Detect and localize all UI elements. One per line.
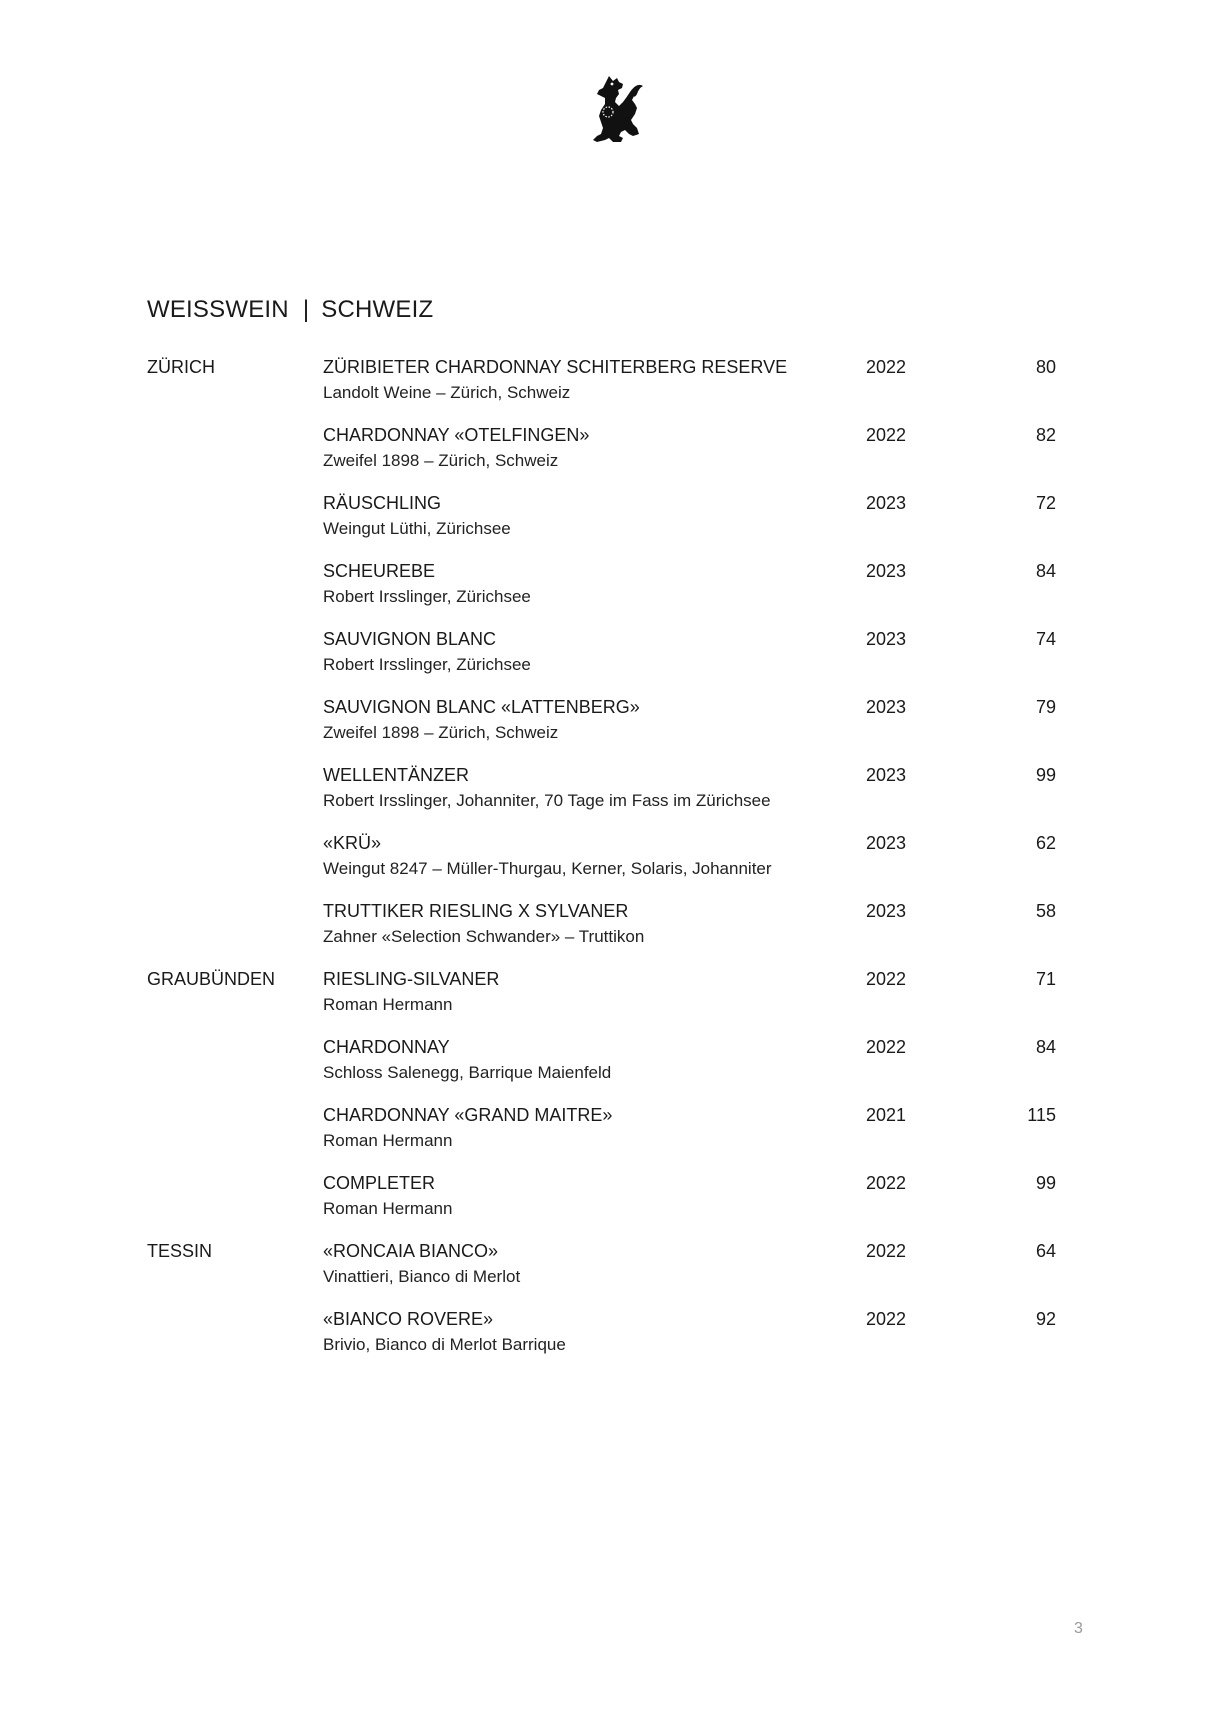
vintage: 2022 (866, 1309, 907, 1329)
wine-producer: Robert Irsslinger, Zürichsee (323, 587, 531, 606)
wine-row (0, 1173, 1224, 1233)
price: 84 (1035, 561, 1056, 581)
wine-name: «RONCAIA BIANCO» (323, 1241, 499, 1261)
vintage: 2022 (866, 969, 907, 989)
wine-producer: Roman Hermann (323, 995, 453, 1014)
wine-producer: Roman Hermann (323, 1199, 453, 1218)
region-label: TESSIN (147, 1241, 213, 1261)
vintage: 2022 (866, 357, 907, 377)
price: 58 (1035, 901, 1056, 921)
wine-producer: Robert Irsslinger, Johanniter, 70 Tage im Fass im Zürichsee (323, 791, 771, 810)
wine-producer: Zweifel 1898 – Zürich, Schweiz (323, 723, 559, 742)
price: 82 (1035, 425, 1056, 445)
page-number: 3 (1074, 1620, 1083, 1637)
price: 115 (1027, 1105, 1056, 1125)
price: 62 (1035, 833, 1056, 853)
vintage: 2023 (866, 561, 907, 581)
heraldic-beast-logo-icon (585, 72, 645, 148)
price: 72 (1035, 493, 1056, 513)
wine-name: CHARDONNAY (323, 1037, 450, 1057)
price: 80 (1035, 357, 1056, 377)
vintage: 2023 (866, 493, 907, 513)
region-label: GRAUBÜNDEN (147, 969, 276, 989)
wine-name: SAUVIGNON BLANC «LATTENBERG» (323, 697, 640, 717)
wine-row (0, 969, 1224, 1029)
wine-name: «KRÜ» (323, 833, 382, 853)
wine-row (0, 901, 1224, 961)
vintage: 2023 (866, 765, 907, 785)
wine-producer: Schloss Salenegg, Barrique Maienfeld (323, 1063, 612, 1082)
wine-row (0, 561, 1224, 621)
vintage: 2023 (866, 629, 907, 649)
wine-producer: Landolt Weine – Zürich, Schweiz (323, 383, 571, 402)
vintage: 2022 (866, 1173, 907, 1193)
vintage: 2023 (866, 833, 907, 853)
wine-row (0, 833, 1224, 893)
wine-row (0, 1037, 1224, 1097)
wine-name: SCHEUREBE (323, 561, 436, 581)
vintage: 2023 (866, 697, 907, 717)
price: 99 (1035, 765, 1056, 785)
wine-name: COMPLETER (323, 1173, 436, 1193)
wine-producer: Vinattieri, Bianco di Merlot (323, 1267, 521, 1286)
wine-producer: Zweifel 1898 – Zürich, Schweiz (323, 451, 559, 470)
wine-producer: Brivio, Bianco di Merlot Barrique (323, 1335, 566, 1354)
region-label: ZÜRICH (147, 357, 215, 377)
wine-name: RIESLING-SILVANER (323, 969, 500, 989)
price: 84 (1035, 1037, 1056, 1057)
vintage: 2022 (866, 1037, 907, 1057)
price: 64 (1035, 1241, 1056, 1261)
wine-name: ZÜRIBIETER CHARDONNAY SCHITERBERG RESERVE (323, 357, 788, 377)
wine-row (0, 765, 1224, 825)
vintage: 2022 (866, 425, 907, 445)
wine-row (0, 493, 1224, 553)
wine-row (0, 1241, 1224, 1301)
vintage: 2021 (866, 1105, 907, 1125)
price: 92 (1035, 1309, 1056, 1329)
section-title-category: WEISSWEIN (147, 296, 289, 323)
wine-row (0, 1309, 1224, 1369)
section-title-country: SCHWEIZ (321, 296, 434, 323)
wine-name: RÄUSCHLING (323, 493, 442, 513)
wine-row (0, 425, 1224, 485)
wine-row (0, 629, 1224, 689)
wine-producer: Weingut 8247 – Müller-Thurgau, Kerner, Solaris, Johanniter (323, 859, 772, 878)
price: 71 (1035, 969, 1056, 989)
section-title-separator: | (302, 296, 310, 323)
wine-name: WELLENTÄNZER (323, 765, 470, 785)
section-title (147, 296, 433, 324)
wine-name: CHARDONNAY «OTELFINGEN» (323, 425, 590, 445)
wine-row (0, 357, 1224, 417)
wine-name: TRUTTIKER RIESLING X SYLVANER (323, 901, 629, 921)
vintage: 2023 (866, 901, 907, 921)
price: 74 (1035, 629, 1056, 649)
price: 99 (1035, 1173, 1056, 1193)
wine-row (0, 1105, 1224, 1165)
wine-name: «BIANCO ROVERE» (323, 1309, 494, 1329)
wine-producer: Roman Hermann (323, 1131, 453, 1150)
wine-name: CHARDONNAY «GRAND MAITRE» (323, 1105, 613, 1125)
wine-producer: Robert Irsslinger, Zürichsee (323, 655, 531, 674)
wine-producer: Weingut Lüthi, Zürichsee (323, 519, 511, 538)
wine-name: SAUVIGNON BLANC (323, 629, 497, 649)
price: 79 (1035, 697, 1056, 717)
wine-producer: Zahner «Selection Schwander» – Truttikon (323, 927, 645, 946)
vintage: 2022 (866, 1241, 907, 1261)
wine-row (0, 697, 1224, 757)
